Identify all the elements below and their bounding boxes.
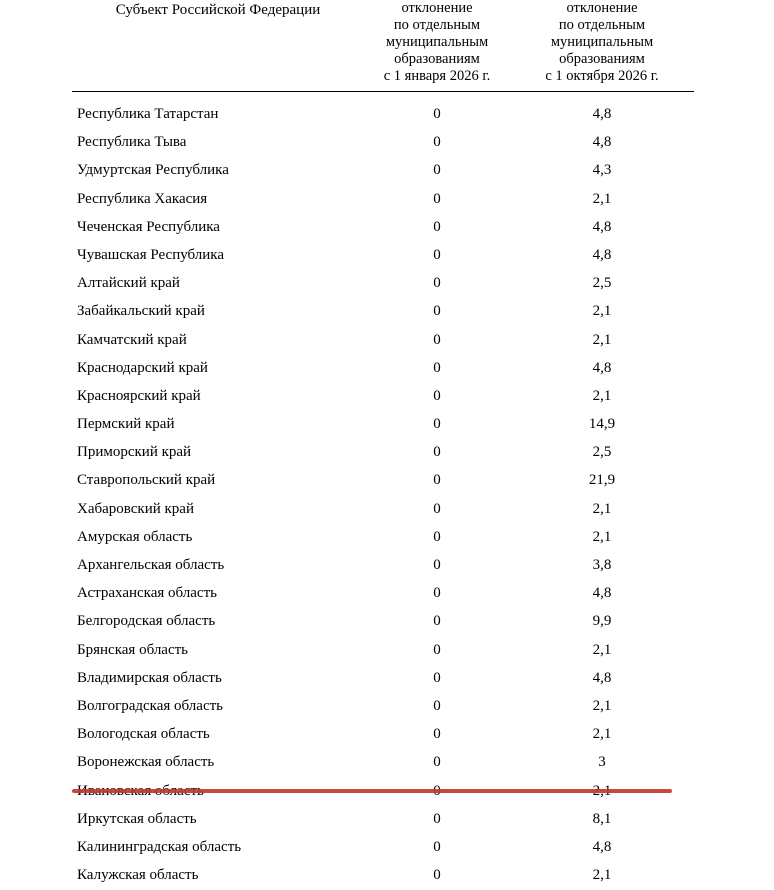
cell-october-value: 4,8 — [592, 585, 612, 602]
cell-january-value: 0 — [433, 190, 441, 207]
table-row — [72, 608, 694, 636]
table-row — [72, 805, 694, 833]
table-row — [72, 833, 694, 861]
column-header-january — [364, 0, 510, 92]
column-header-october-line3: муниципальным — [550, 34, 654, 50]
cell-october-value: 2,1 — [592, 500, 612, 517]
cell-october-value: 2,1 — [592, 303, 612, 320]
cell-subject: Республика Хакасия — [77, 190, 208, 207]
table-row — [72, 551, 694, 579]
cell-january-value: 0 — [433, 106, 441, 122]
cell-january-value: 0 — [433, 641, 441, 658]
cell-subject: Забайкальский край — [77, 303, 205, 320]
cell-october-value: 4,8 — [592, 218, 612, 235]
cell-january-value: 0 — [433, 246, 441, 263]
cell-subject: Чувашская Республика — [77, 246, 225, 263]
cell-january-value: 0 — [433, 528, 441, 545]
cell-october-value: 2,1 — [592, 331, 612, 348]
cell-october-value: 3,8 — [592, 557, 612, 573]
cell-subject: Волгоградская область — [77, 697, 223, 714]
cell-october-value: 9,9 — [592, 613, 612, 630]
cell-october-value: 2,1 — [592, 190, 612, 207]
table-row — [72, 326, 694, 354]
table-row — [72, 354, 694, 382]
cell-subject: Красноярский край — [77, 387, 201, 404]
cell-january-value: 0 — [433, 697, 441, 714]
cell-october-value: 2,1 — [592, 867, 612, 884]
cell-january-value: 0 — [433, 838, 441, 855]
table-row — [72, 523, 694, 551]
cell-subject: Амурская область — [77, 528, 193, 545]
cell-january-value: 0 — [433, 754, 441, 771]
cell-subject: Удмуртская Республика — [77, 162, 229, 179]
cell-january-value: 0 — [433, 416, 441, 433]
cell-january-value: 0 — [433, 472, 441, 489]
table-row — [72, 721, 694, 749]
cell-october-value: 4,8 — [592, 359, 612, 376]
table-row — [72, 157, 694, 185]
cell-subject: Алтайский край — [77, 275, 180, 292]
cell-october-value: 2,1 — [592, 641, 612, 658]
highlight-underline — [72, 789, 672, 793]
cell-subject: Брянская область — [77, 641, 189, 658]
column-header-october-line2: по отдельным — [558, 17, 646, 33]
cell-january-value: 0 — [433, 387, 441, 404]
column-header-october-line4: образованиям — [559, 51, 645, 67]
cell-subject: Камчатский край — [77, 331, 187, 348]
cell-october-value: 2,1 — [592, 697, 612, 714]
table-row — [72, 382, 694, 410]
cell-subject: Белгородская область — [77, 613, 216, 630]
cell-january-value: 0 — [433, 218, 441, 235]
table-header — [72, 0, 694, 92]
column-header-january-line1: отклонение — [401, 0, 473, 16]
cell-october-value: 8,1 — [592, 810, 612, 827]
table-row — [72, 92, 694, 129]
cell-subject: Приморский край — [77, 444, 192, 461]
column-header-october-line5: с 1 октября 2026 г. — [545, 68, 659, 84]
cell-january-value: 0 — [433, 585, 441, 602]
cell-october-value: 2,5 — [592, 275, 612, 292]
cell-subject: Республика Тыва — [77, 134, 187, 151]
cell-january-value: 0 — [433, 303, 441, 320]
cell-october-value: 4,8 — [592, 669, 612, 686]
cell-january-value: 0 — [433, 134, 441, 151]
cell-january-value: 0 — [433, 162, 441, 179]
cell-subject: Хабаровский край — [77, 500, 194, 517]
table-row — [72, 241, 694, 269]
cell-october-value: 21,9 — [588, 472, 616, 489]
table-body — [72, 92, 694, 890]
table-row — [72, 664, 694, 692]
cell-october-value: 3 — [598, 754, 606, 771]
cell-october-value: 4,8 — [592, 134, 612, 151]
table-row — [72, 298, 694, 326]
cell-january-value: 0 — [433, 810, 441, 827]
column-header-january-line5: с 1 января 2026 г. — [383, 68, 491, 84]
cell-subject: Ставропольский край — [77, 472, 216, 489]
cell-october-value: 4,8 — [592, 106, 612, 122]
cell-january-value: 0 — [433, 726, 441, 743]
cell-january-value: 0 — [433, 500, 441, 517]
column-header-january-line2: по отдельным — [393, 17, 481, 33]
table-row — [72, 692, 694, 720]
table-row — [72, 129, 694, 157]
cell-october-value: 2,1 — [592, 528, 612, 545]
cell-january-value: 0 — [433, 557, 441, 573]
cell-october-value: 14,9 — [588, 416, 616, 433]
cell-october-value: 4,8 — [592, 838, 612, 855]
cell-subject: Астраханская область — [77, 585, 217, 602]
table-row — [72, 749, 694, 777]
cell-subject: Чеченская Республика — [77, 218, 220, 235]
table-row — [72, 495, 694, 523]
table-row — [72, 467, 694, 495]
cell-january-value: 0 — [433, 444, 441, 461]
cell-january-value: 0 — [433, 275, 441, 292]
cell-january-value: 0 — [433, 613, 441, 630]
cell-october-value: 2,1 — [592, 387, 612, 404]
table-row — [72, 861, 694, 889]
cell-subject: Калининградская область — [77, 838, 242, 855]
cell-subject: Краснодарский край — [77, 359, 208, 376]
cell-subject: Республика Татарстан — [77, 106, 219, 122]
cell-october-value: 2,5 — [592, 444, 612, 461]
cell-october-value: 4,8 — [592, 246, 612, 263]
cell-subject: Иркутская область — [77, 810, 197, 827]
column-header-subject — [72, 0, 364, 92]
cell-subject: Вологодская область — [77, 726, 210, 743]
column-header-october — [510, 0, 694, 92]
table-row — [72, 270, 694, 298]
column-header-january-line3: муниципальным — [385, 34, 489, 50]
cell-january-value: 0 — [433, 331, 441, 348]
cell-subject: Калужская область — [77, 867, 199, 884]
cell-october-value: 4,3 — [592, 162, 612, 179]
cell-october-value: 2,1 — [592, 726, 612, 743]
column-header-january-line4: образованиям — [394, 51, 480, 67]
table-header-row — [72, 0, 694, 92]
table-row — [72, 410, 694, 438]
cell-january-value: 0 — [433, 867, 441, 884]
regions-table — [72, 0, 694, 890]
cell-january-value: 0 — [433, 359, 441, 376]
cell-subject: Пермский край — [77, 416, 175, 433]
table-row — [72, 636, 694, 664]
cell-subject: Архангельская область — [77, 557, 225, 573]
cell-subject: Владимирская область — [77, 669, 222, 686]
column-header-october-line1: отклонение — [566, 0, 638, 16]
table-row — [72, 580, 694, 608]
table-row — [72, 439, 694, 467]
column-header-subject-label: Субъект Российской Федерации — [115, 2, 321, 18]
cell-subject: Воронежская область — [77, 754, 215, 771]
cell-january-value: 0 — [433, 669, 441, 686]
table-row — [72, 185, 694, 213]
table-row — [72, 213, 694, 241]
